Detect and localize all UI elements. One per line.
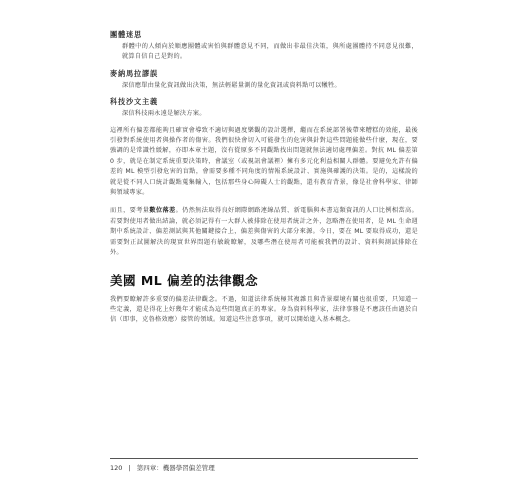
- definition-term: 麥納馬拉謬誤: [110, 68, 158, 78]
- definition-term: 科技沙文主義: [110, 97, 158, 107]
- definition-term: 團體迷思: [110, 30, 142, 39]
- page-content: [110, 30, 418, 334]
- chapter-title: 第四章：機器學習偏差管理: [136, 464, 215, 472]
- emphasized-term: 數位落差: [149, 207, 176, 215]
- definition-entry: [110, 97, 418, 119]
- definition-text: 深信科技兩永遠是解決方案。: [122, 110, 206, 118]
- paragraph-text: 而且，要考量: [110, 207, 150, 215]
- body-paragraph: 我們要瞭解許多重要的偏差法律觀念。不過，知道法律系統極其複雜且與背景環境有關也很重要，只知道一些定義，還是得花上好幾年才能成為這些問題真正的專家。身為資料科學家，法律事務是不應該任由過於自信（即事，克魯格效應）接管的領域。知道這些注意事項，就可以開始進入基本概念。: [110, 295, 418, 324]
- body-paragraph: [110, 206, 418, 258]
- section-heading: 美國 ML 偏差的法律觀念: [110, 272, 259, 288]
- definition-text: 群體中的人傾向於順應團體或害怕與群體意見不同，而做出非最佳決策，與所處團體持不同意見很難，就算自信自己是對的。: [122, 43, 418, 61]
- page-number: 120: [110, 464, 123, 472]
- definition-text: 深信應單由量化資訊做出決策，無法輕鬆量測的量化資訊或資料點可以犧牲。: [122, 81, 341, 89]
- body-paragraph: 這裡所有偏差都能夠且確實會導致不適切與過度樂觀的設計選擇，繼而在系統部署後帶來糟糕的效能，最後引發對系統使用者與操作者的傷害。我們很快會切入可能發生的危害與針對這些問題能做些什麼，現在，要強調的是常識性緩解，亦即本章主題，沒有從原多不同觀點找出問題就無法適切處理偏差。對抗 ML 偏差第 0 步，就是在制定系統重要決策時，會議室（或視訊會議裡）擁有多元化利益相關人群體。要避免允許有偏差的 ML 模型引發危害的盲點，會需要多種不同角度的情報系統設計、實施與確護的決策。是的，這樣說的就是從不同人口統計觀點蒐集輸入，包括那些身心障礙人士的觀點，還有教育背景，像是社會科學家、律師與領域專家。: [110, 126, 418, 197]
- definition-entry: [110, 30, 418, 63]
- page-footer: [110, 458, 418, 474]
- footer-separator: |: [128, 464, 131, 472]
- paragraph-text: 。仍然無法取得良好網際網路連線品質、新電腦與本書這類資訊的人口比例相當高。若要對使用者做出結論，就必須記得有一大群人被排除在使用者統計之外，忽略潛在使用者，是 ML 生命週期中系統設計、偏差測試與其他關鍵接合上，偏差與傷害的大部分來源。今日，要在 ML 要取得成功，還是需要對正試圖解決的現實世界問題有敏銳瞭解，及哪些潛在使用者可能被我們的設計、資料與測試排除在外。: [110, 207, 419, 257]
- definition-entry: [110, 69, 418, 91]
